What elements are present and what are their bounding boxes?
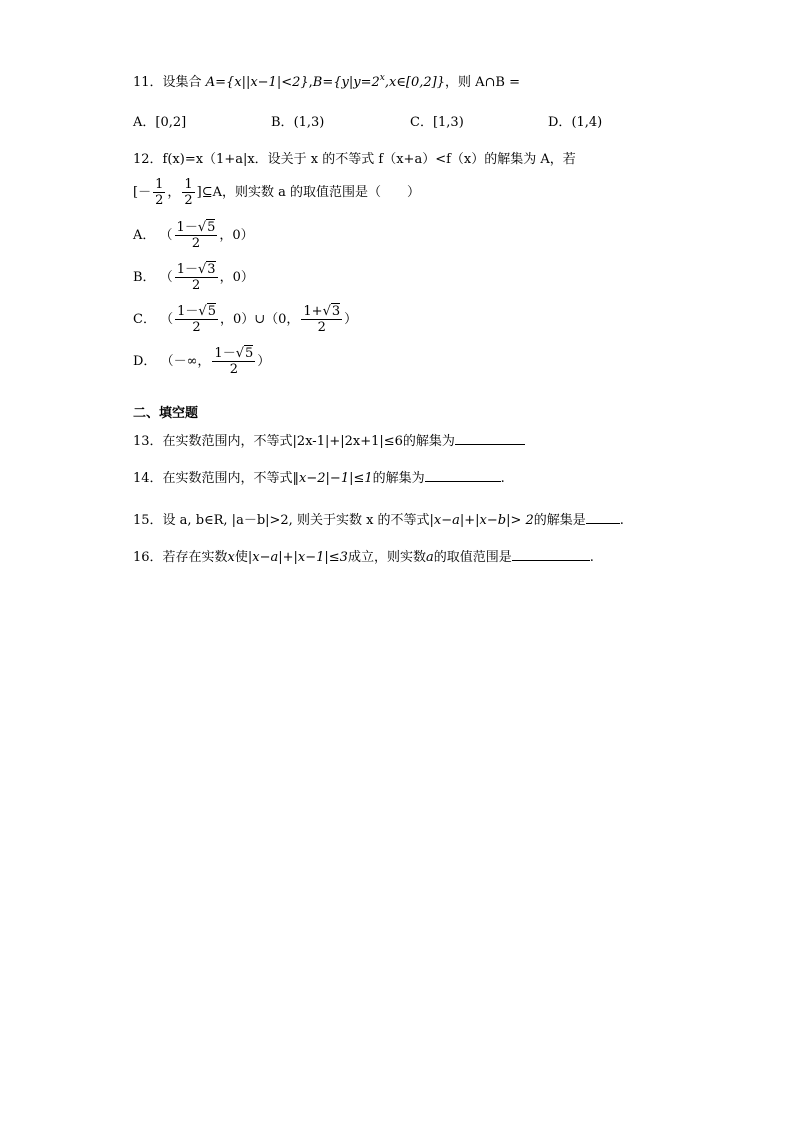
option-open: （－∞， (160, 354, 211, 369)
q16-end: . (589, 550, 594, 565)
radicand: 5 (207, 220, 216, 235)
q16-variable-a: a (425, 550, 434, 565)
fraction-numerator (175, 304, 218, 320)
q16-suffix-2: 的取值范围是 (433, 550, 512, 565)
option-text: (1,4) (571, 115, 603, 130)
question-11 (133, 73, 520, 94)
q12-half-fraction (153, 177, 165, 208)
sqrt-symbol: √3 (198, 262, 216, 277)
q15-expression: |x−a|+|x−b|> 2 (429, 513, 534, 528)
sqrt-symbol: √3 (322, 304, 341, 319)
q16-suffix: 成立，则实数 (347, 550, 426, 565)
answer-blank[interactable] (455, 430, 525, 445)
q16-expression: |x−a|+|x−1|≤3 (247, 550, 348, 565)
sqrt-symbol: √5 (197, 220, 216, 235)
option-letter: C． (410, 115, 433, 130)
option-fraction-2 (301, 304, 342, 335)
fraction-numerator (212, 346, 255, 362)
option-fraction (175, 262, 218, 293)
answer-blank[interactable] (586, 509, 620, 524)
fraction-denominator: 2 (191, 236, 201, 251)
option-letter: A． (133, 115, 156, 130)
sqrt-symbol: √5 (198, 304, 216, 319)
q16-mid: 使 (234, 550, 248, 565)
radicand: 5 (245, 346, 254, 361)
q11-option-b (271, 113, 324, 133)
q14-expression: ‖x−2|−1|≤1 (292, 471, 373, 486)
fraction-numerator (301, 304, 342, 320)
option-open: （ (159, 228, 173, 243)
q15-end: . (619, 513, 624, 528)
fraction-numerator (175, 220, 218, 236)
q11-option-c (410, 113, 464, 133)
q11-set-a: A={x||x−1|<2} (205, 75, 309, 90)
option-text: [0,2] (155, 115, 187, 130)
option-open: （ (160, 312, 174, 327)
question-16 (133, 546, 594, 568)
numerator-part: 1－ (176, 262, 198, 277)
answer-blank[interactable] (425, 467, 501, 482)
fraction-denominator: 2 (229, 362, 238, 377)
q13-text: 13．在实数范围内，不等式|2x-1|+|2x+1|≤6的解集为 (133, 434, 455, 449)
section-title: 二、填空题 (133, 406, 199, 421)
q11-option-d (548, 113, 602, 133)
question-12-line-1: 12．f(x)=x（1+a|x．设关于 x 的不等式 f（x+a）<f（x）的解集为 A，若 (133, 152, 576, 167)
sqrt-symbol: √5 (235, 346, 254, 361)
q12-interval-open: [－ (133, 185, 152, 200)
fraction-numerator: 1 (184, 177, 193, 192)
q12-half-fraction-2 (182, 177, 194, 208)
numerator-part: 1+ (303, 304, 323, 319)
option-letter: D． (133, 354, 157, 369)
fraction-denominator: 2 (184, 193, 193, 208)
q14-prefix: 14．在实数范围内，不等式 (133, 471, 293, 486)
fraction-denominator: 2 (317, 320, 326, 335)
q14-suffix: 的解集为 (372, 471, 425, 486)
fraction-numerator: 1 (155, 177, 164, 192)
fraction-denominator: 2 (155, 193, 164, 208)
answer-blank[interactable] (512, 546, 590, 561)
option-letter: B． (133, 270, 156, 285)
q12-option-c (133, 302, 357, 338)
q11-comma: , (308, 75, 313, 90)
q12-option-a (133, 218, 254, 254)
q16-prefix: 16．若存在实数 (133, 550, 228, 565)
q16-variable-x: x (227, 550, 235, 565)
option-fraction (175, 304, 218, 335)
q15-suffix: 的解集是 (533, 513, 586, 528)
q12-option-d (133, 344, 270, 380)
option-close: ） (257, 354, 271, 369)
q12-separator: ， (167, 185, 181, 200)
numerator-part: 1－ (214, 346, 236, 361)
option-fraction (175, 220, 218, 251)
q15-prefix: 15．设 a, b∈R, |a－b|>2, 则关于实数 x 的不等式 (133, 513, 430, 528)
question-13 (133, 430, 525, 452)
radicand: 5 (207, 304, 216, 319)
q11-set-b-exponent: x (379, 73, 385, 83)
question-12-line-2 (133, 177, 420, 208)
option-text: [1,3) (432, 115, 464, 130)
q12-option-b (133, 260, 254, 296)
question-15 (133, 509, 624, 531)
q11-set-b-head: B={y|y=2 (312, 75, 380, 90)
option-fraction (212, 346, 255, 377)
q12-interval-close: ]⊆A，则实数 a 的取值范围是（ ） (196, 185, 421, 200)
option-close: ，0） (219, 270, 254, 285)
q11-set-b-tail: ,x∈[0,2]} (384, 75, 445, 90)
q11-option-a (133, 113, 186, 133)
q11-suffix: ，则 A∩B = (445, 75, 520, 90)
fraction-denominator: 2 (192, 320, 201, 335)
question-14 (133, 467, 505, 489)
option-open: （ (159, 270, 173, 285)
fraction-numerator (175, 262, 218, 278)
option-close: ） (344, 312, 358, 327)
radicand: 3 (331, 304, 341, 319)
option-letter: B． (271, 115, 294, 130)
option-letter: C． (133, 312, 156, 327)
numerator-part: 1－ (176, 220, 198, 235)
option-mid: ，0）∪（0， (219, 312, 300, 327)
numerator-part: 1－ (177, 304, 199, 319)
option-letter: D． (548, 115, 572, 130)
option-letter: A． (133, 228, 156, 243)
option-close: ，0） (219, 228, 254, 243)
fraction-denominator: 2 (192, 278, 201, 293)
q14-end: . (500, 471, 505, 486)
radicand: 3 (207, 262, 216, 277)
q11-prefix: 11．设集合 (133, 75, 202, 90)
option-text: (1,3) (293, 115, 325, 130)
